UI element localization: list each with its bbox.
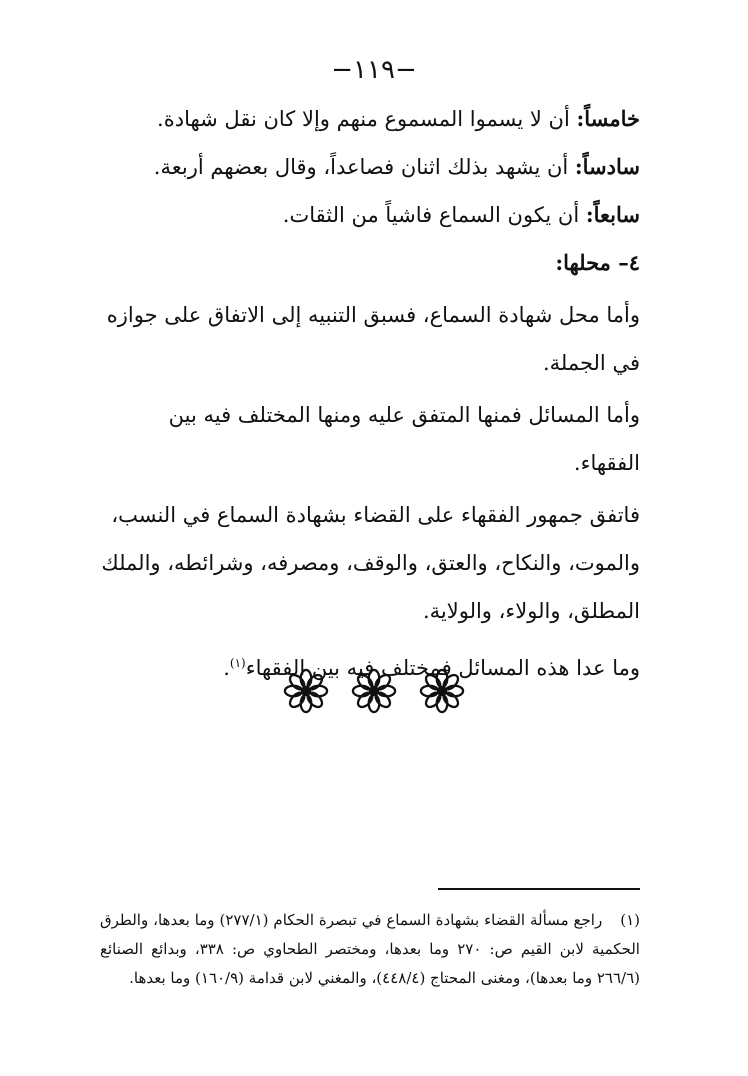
footnote-ref: (١) [229,656,246,670]
section-heading: ٤– محلها: [555,250,640,275]
paragraph-text: وما عدا هذه المسائل فمختلف فيه بين الفقهاء [245,656,640,680]
footnote-divider [438,888,640,890]
condition-text: أن يكون السماع فاشياً من الثقات. [282,203,586,227]
paragraph: فاتفق جمهور الفقهاء على القضاء بشهادة السماع في النسب، والموت، والنكاح، والعتق، والوقف، ومصرفه، وشرائطه، والملك المطلق، والولاء، والولاية. [101,503,640,623]
page-number: −١١٩− [331,55,417,85]
main-text [100,95,640,692]
paragraph-end: . [223,656,230,680]
footnote-text: راجع مسألة القضاء بشهادة السماع في تبصرة الحكام (٢٧٧/١) وما بعدها، والطرق الحكمية لابن القيم ص: ٢٧٠ وما بعدها، ومختصر الطحاوي ص: ٣٣٨، وبدائع الصنائع (٢٦٦/٦ وما بعدها)، ومغنى المحتاج (٤٤٨/٤)، والمغني لابن قدامة (١٦٠/٩) وما بعدها. [100,911,640,987]
ornament-row [0,668,748,714]
flower-ornament-icon [419,668,465,714]
flower-ornament-icon [351,668,397,714]
condition-label: سادساً: [574,154,640,179]
paragraph: وأما محل شهادة السماع، فسبق التنبيه إلى الاتفاق على جوازه في الجملة. [106,303,640,375]
condition-label: خامساً: [576,106,640,131]
condition-fifth [100,95,640,143]
condition-text: أن لا يسموا المسموع منهم وإلا كان نقل شهادة. [157,107,577,131]
condition-label: سابعاً: [585,202,640,227]
footnote [100,906,640,993]
condition-text: أن يشهد بذلك اثنان فصاعداً، وقال بعضهم أربعة. [153,155,575,179]
footnote-number: (١) [620,911,640,929]
condition-seventh [100,191,640,239]
flower-ornament-icon [283,668,329,714]
condition-sixth [100,143,640,191]
paragraph: وأما المسائل فمنها المتفق عليه ومنها المختلف فيه بين الفقهاء. [168,403,640,475]
